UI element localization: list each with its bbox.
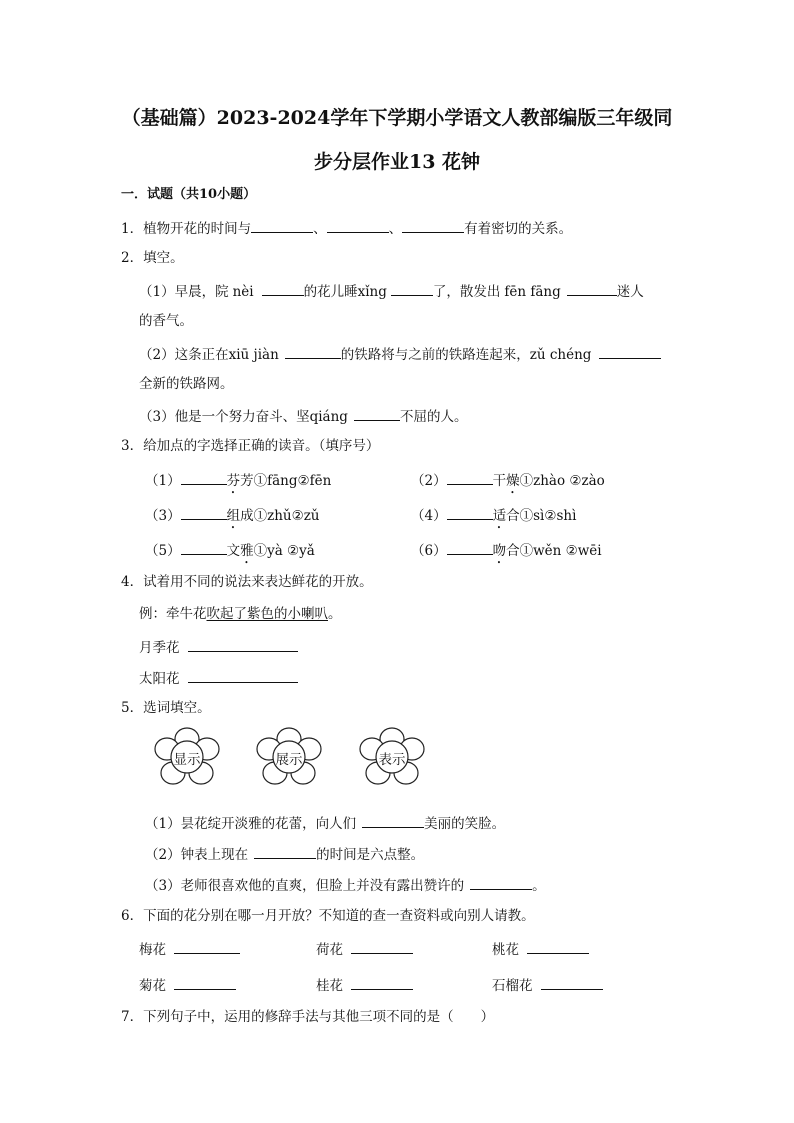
q6-item-6 (492, 975, 603, 995)
q5-s1-text: （1）昙花绽开淡雅的花蕾，向人们 (145, 816, 357, 832)
q3-answer-blank[interactable] (181, 470, 227, 485)
q3-answer-blank[interactable] (181, 505, 227, 520)
q3-options: ①yà ②yǎ (253, 543, 315, 559)
q5-sentence-3 (145, 875, 546, 895)
q4-example-suffix: 。 (328, 606, 342, 622)
q5-sentence-2 (145, 844, 424, 864)
q4-blank-2[interactable] (188, 668, 298, 683)
q3-stem: 3．给加点的字选择正确的读音。（填序号） (121, 438, 380, 454)
q4-flower-label: 月季花 (139, 640, 180, 656)
q2-pinyin-3: fēn fāng (504, 284, 561, 300)
q3-item-num: （4） (411, 508, 447, 524)
q3-item-num: （5） (145, 543, 181, 559)
q3-item-num: （1） (145, 473, 181, 489)
q6-flower-label: 石榴花 (492, 978, 533, 994)
q4-flower-label: 太阳花 (139, 671, 180, 687)
q2-blank-2[interactable] (391, 281, 433, 296)
q6-blank[interactable] (541, 975, 603, 990)
q3-dotted-char: 雅 (240, 543, 254, 559)
q3-item-3 (145, 505, 320, 532)
q2-line1 (139, 281, 644, 301)
q2-pinyin-6: qiáng (309, 409, 348, 425)
q2-line2-cont: 全新的铁路网。 (139, 376, 234, 392)
question-1 (121, 218, 572, 238)
q3-dotted-char: 适 (492, 508, 507, 524)
q2-blank-1[interactable] (262, 281, 304, 296)
q1-blank-2[interactable] (327, 218, 389, 233)
q7-stem: 7．下列句子中，运用的修辞手法与其他三项不同的是（ ） (121, 1009, 495, 1025)
q3-item-num: （3） (145, 508, 181, 524)
q2-l3a: （3）他是一个努力奋斗、坚 (139, 409, 310, 425)
q2-pinyin-1: nèi (232, 284, 254, 300)
q4-example-prefix: 例：牵牛花 (139, 606, 207, 622)
word-flower-3 (359, 727, 425, 789)
q6-item-4 (139, 975, 236, 995)
q1-blank-3[interactable] (402, 218, 464, 233)
q3-options: ①zhǔ②zǔ (253, 508, 320, 524)
q4-example (139, 605, 342, 623)
q2-l1d: 迷人 (616, 284, 644, 300)
q6-flower-label: 荷花 (316, 942, 343, 958)
q4-stem: 4．试着用不同的说法来表达鲜花的开放。 (121, 574, 373, 590)
q2-pinyin-4: xiū jiàn (228, 347, 279, 363)
q5-s2-text: （2）钟表上现在 (145, 847, 249, 863)
word-flower-1 (154, 727, 220, 789)
q6-blank[interactable] (174, 939, 240, 954)
q3-answer-blank[interactable] (181, 540, 227, 555)
q1-sep2: 、 (388, 221, 403, 237)
q2-l2a: （2）这条正在 (139, 347, 229, 363)
q5-s3-suffix: 。 (532, 878, 546, 894)
q6-flower-label: 桃花 (492, 942, 519, 958)
q6-item-5 (316, 975, 413, 995)
q5-blank-3[interactable] (470, 875, 532, 890)
q3-dotted-char: 吻 (492, 543, 507, 559)
q1-suffix: 有着密切的关系。 (464, 221, 573, 237)
q5-blank-1[interactable] (362, 813, 424, 828)
q3-item-2 (411, 470, 605, 497)
q6-item-2 (316, 939, 413, 959)
q6-blank[interactable] (527, 939, 589, 954)
q5-stem: 5．选词填空。 (121, 700, 211, 716)
q6-item-1 (139, 939, 240, 959)
q5-s2-suffix: 的时间是六点整。 (316, 847, 425, 863)
q2-pinyin-2: xǐng (357, 284, 387, 300)
q3-item-num: （6） (411, 543, 447, 559)
q3-options: ①fāng②fēn (253, 473, 332, 489)
q6-flower-label: 桂花 (316, 978, 343, 994)
q1-prefix: 1．植物开花的时间与 (121, 221, 252, 237)
q4-blank-1[interactable] (188, 637, 298, 652)
q3-char: 文 (226, 543, 241, 559)
q5-s1-suffix: 美丽的笑脸。 (424, 816, 506, 832)
q3-dotted-char: 燥 (506, 473, 520, 489)
q4-example-underlined: 吹起了紫色的小喇叭 (206, 606, 328, 622)
q4-item-2 (139, 668, 298, 688)
q6-blank[interactable] (351, 939, 413, 954)
q5-s3-text: （3）老师很喜欢他的直爽，但脸上并没有露出赞许的 (145, 878, 465, 894)
q3-options: ①wěn ②wēi (519, 543, 602, 559)
word-option: 表示 (378, 752, 406, 768)
word-flower-2 (256, 727, 322, 789)
q3-dotted-char: 芬 (226, 473, 241, 489)
q2-pinyin-5: zǔ chéng (529, 347, 592, 363)
q1-blank-1[interactable] (251, 218, 313, 233)
q6-flower-label: 梅花 (139, 942, 166, 958)
word-option: 显示 (173, 752, 201, 768)
q6-flower-label: 菊花 (139, 978, 166, 994)
q1-sep1: 、 (313, 221, 327, 237)
q3-char: 成 (240, 508, 254, 524)
q2-l1c: 了，散发出 (432, 284, 501, 300)
q3-char: 合 (506, 508, 520, 524)
q2-l1b: 的花儿睡 (303, 284, 358, 300)
q6-item-3 (492, 939, 589, 959)
q6-stem: 6．下面的花分别在哪一月开放？不知道的查一查资料或向别人请教。 (121, 908, 535, 924)
q3-char: 芳 (240, 473, 254, 489)
section-heading: 一．试题（共10小题） (121, 187, 257, 202)
word-option: 展示 (275, 752, 303, 768)
doc-title-line2: 步分层作业13 花钟 (313, 151, 481, 173)
q3-answer-blank[interactable] (447, 540, 493, 555)
q2-stem: 2．填空。 (121, 250, 184, 266)
q3-item-1 (145, 470, 331, 497)
q3-options: ①zhào ②zào (519, 473, 605, 489)
q3-char: 合 (506, 543, 520, 559)
q2-l2b: 的铁路将与之前的铁路连起来， (340, 347, 530, 363)
q3-answer-blank[interactable] (447, 470, 493, 485)
q6-blank[interactable] (174, 975, 236, 990)
q5-sentence-1 (145, 813, 505, 833)
q2-blank-6[interactable] (354, 406, 400, 421)
q2-blank-3[interactable] (567, 281, 617, 296)
q2-l3b: 不屈的人。 (399, 409, 468, 425)
q3-options: ①sì②shì (519, 508, 577, 524)
q4-item-1 (139, 637, 298, 657)
q2-l1a: （1）早晨，院 (139, 284, 229, 300)
q3-dotted-char: 组 (226, 508, 241, 524)
q2-line2 (139, 344, 661, 364)
q6-blank[interactable] (351, 975, 413, 990)
q2-line1-cont: 的香气。 (139, 313, 193, 329)
q5-blank-2[interactable] (254, 844, 316, 859)
q3-item-6 (411, 540, 602, 567)
q3-char: 干 (492, 473, 507, 489)
q3-item-4 (411, 505, 576, 532)
q3-item-num: （2） (411, 473, 447, 489)
doc-title-line1: （基础篇）2023-2024学年下学期小学语文人教部编版三年级同 (121, 107, 673, 129)
q2-line3 (139, 406, 467, 426)
q2-blank-5[interactable] (599, 344, 661, 359)
q2-blank-4[interactable] (285, 344, 341, 359)
q3-item-5 (145, 540, 315, 567)
q3-answer-blank[interactable] (447, 505, 493, 520)
